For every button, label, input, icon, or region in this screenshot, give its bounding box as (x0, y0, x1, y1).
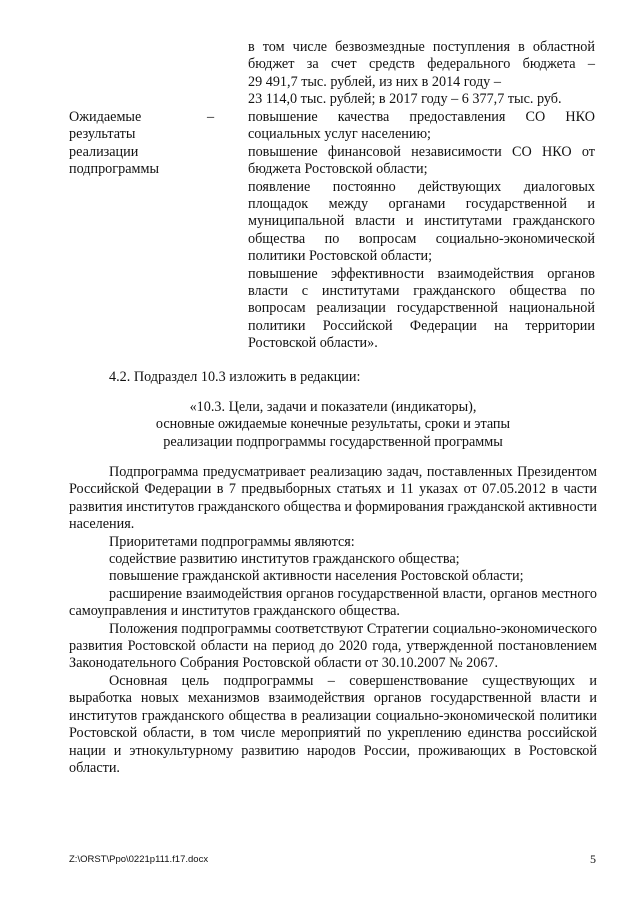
expected-result-item: повышение эффективности взаимодействия органов власти с институтами гражданского общества по вопросам реализации государственной национальной политики Российской Федерации на территории Ростовской области». (248, 265, 595, 352)
expected-result-item: повышение финансовой независимости СО НКО от бюджета Ростовской области; (248, 143, 595, 178)
paragraph: повышение гражданской активности населения Ростовской области; (109, 568, 524, 585)
heading-line: «10.3. Цели, задачи и показатели (индикаторы), (189, 399, 477, 415)
paragraph: Основная цель подпрограммы – совершенствование существующих и выработка новых механизмов взаимодействия органов государственной власти и институтов гражданского общества в реализации социально-экономической политики Ростовской области, в том числе мероприятий по укреплению единства российской нации и этнокультурному развитию народов России, проживающих в Ростовской области. (69, 672, 597, 776)
section-heading (69, 399, 597, 451)
row-dash: – (207, 109, 215, 125)
paragraph: Приоритетами подпрограммы являются: (109, 533, 355, 550)
page-number: 5 (590, 852, 596, 866)
heading-line: основные ожидаемые конечные результаты, сроки и этапы (155, 416, 511, 433)
continuation-line: бюджет за счет средств федерального бюджета – (248, 56, 595, 73)
expected-result-item: повышение качества предоставления СО НКО социальных услуг населению; (248, 109, 595, 143)
paragraph: Положения подпрограммы соответствуют Стратегии социально-экономического развития Ростовской области на период до 2020 года, утвержденной постановлением Законодательного Собрания Ростовской области от 30.10.2007 № 2067. (69, 620, 597, 672)
paragraph: расширение взаимодействия органов государственной власти, органов местного самоуправления и институтов гражданского общества. (69, 585, 597, 620)
paragraph: Подпрограмма предусматривает реализацию задач, поставленных Президентом Российской Федерации в 7 предвыборных статьях и 11 указах от 07.05.2012 в части развития институтов гражданского общества и формирования гражданской активности населения. (69, 464, 597, 533)
continuation-line: в том числе безвозмездные поступления в областной (248, 39, 595, 55)
clause-text: 4.2. Подраздел 10.3 изложить в редакции: (109, 369, 361, 385)
expected-result-item: появление постоянно действующих диалоговых площадок между органами государственной и муниципальной власти и институтами гражданского общества по вопросам социально-экономической политики Ростовской области; (248, 178, 595, 265)
footer-file-path: Z:\ORST\Ppo\0221p111.f17.docx (69, 854, 209, 865)
expected-results-list (248, 109, 595, 353)
expected-results-label: Ожидаемые результаты реализации подпрограммы (69, 109, 159, 178)
continuation-line: 23 114,0 тыс. рублей; в 2017 году – 6 377,7 тыс. руб. (248, 91, 562, 108)
body-text (69, 464, 597, 777)
heading-line: реализации подпрограммы государственной программы (163, 433, 503, 450)
table-continuation (248, 39, 595, 109)
paragraph: содействие развитию институтов гражданского общества; (109, 551, 460, 568)
continuation-line: 29 491,7 тыс. рублей, из них в 2014 году – (248, 73, 501, 90)
